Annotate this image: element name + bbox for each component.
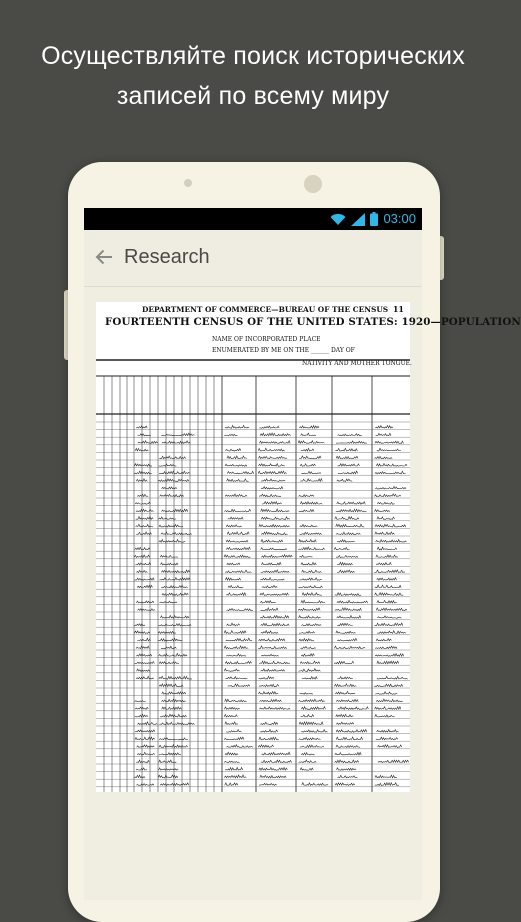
status-bar xyxy=(84,208,422,230)
phone-screen xyxy=(84,208,521,900)
phone-camera-icon xyxy=(304,175,322,193)
status-clock: 03:00 xyxy=(383,211,416,226)
document-enumerated-label: ENUMERATED BY ME ON THE ______ DAY OF xyxy=(212,347,355,354)
promo-line-2: записей по всему миру xyxy=(116,82,390,110)
phone-sensor xyxy=(184,179,192,187)
arrow-left-icon[interactable] xyxy=(94,247,114,267)
document-title: FOURTEENTH CENSUS OF THE UNITED STATES: 1920—POPULATION xyxy=(105,316,521,328)
document-section-header: NATIVITY AND MOTHER TONGUE. xyxy=(302,360,412,367)
wifi-icon xyxy=(330,213,346,226)
page-title: Research xyxy=(124,246,210,268)
document-place-label: NAME OF INCORPORATED PLACE xyxy=(212,336,321,343)
status-icons xyxy=(330,210,416,228)
battery-icon xyxy=(370,212,378,226)
document-page-number: 11 xyxy=(392,304,404,314)
promo-line-1: Осуществляйте поиск исторических xyxy=(41,42,465,70)
signal-icon xyxy=(351,213,365,226)
enumerated-suffix: DAY OF xyxy=(330,347,355,354)
promo-headline xyxy=(0,36,506,116)
census-table-grid xyxy=(96,358,410,792)
census-record-image[interactable] xyxy=(96,302,521,792)
document-department: DEPARTMENT OF COMMERCE—BUREAU OF THE CENSUS xyxy=(142,305,389,314)
app-bar xyxy=(84,230,422,287)
enumerated-label: ENUMERATED BY ME ON THE xyxy=(212,347,310,354)
